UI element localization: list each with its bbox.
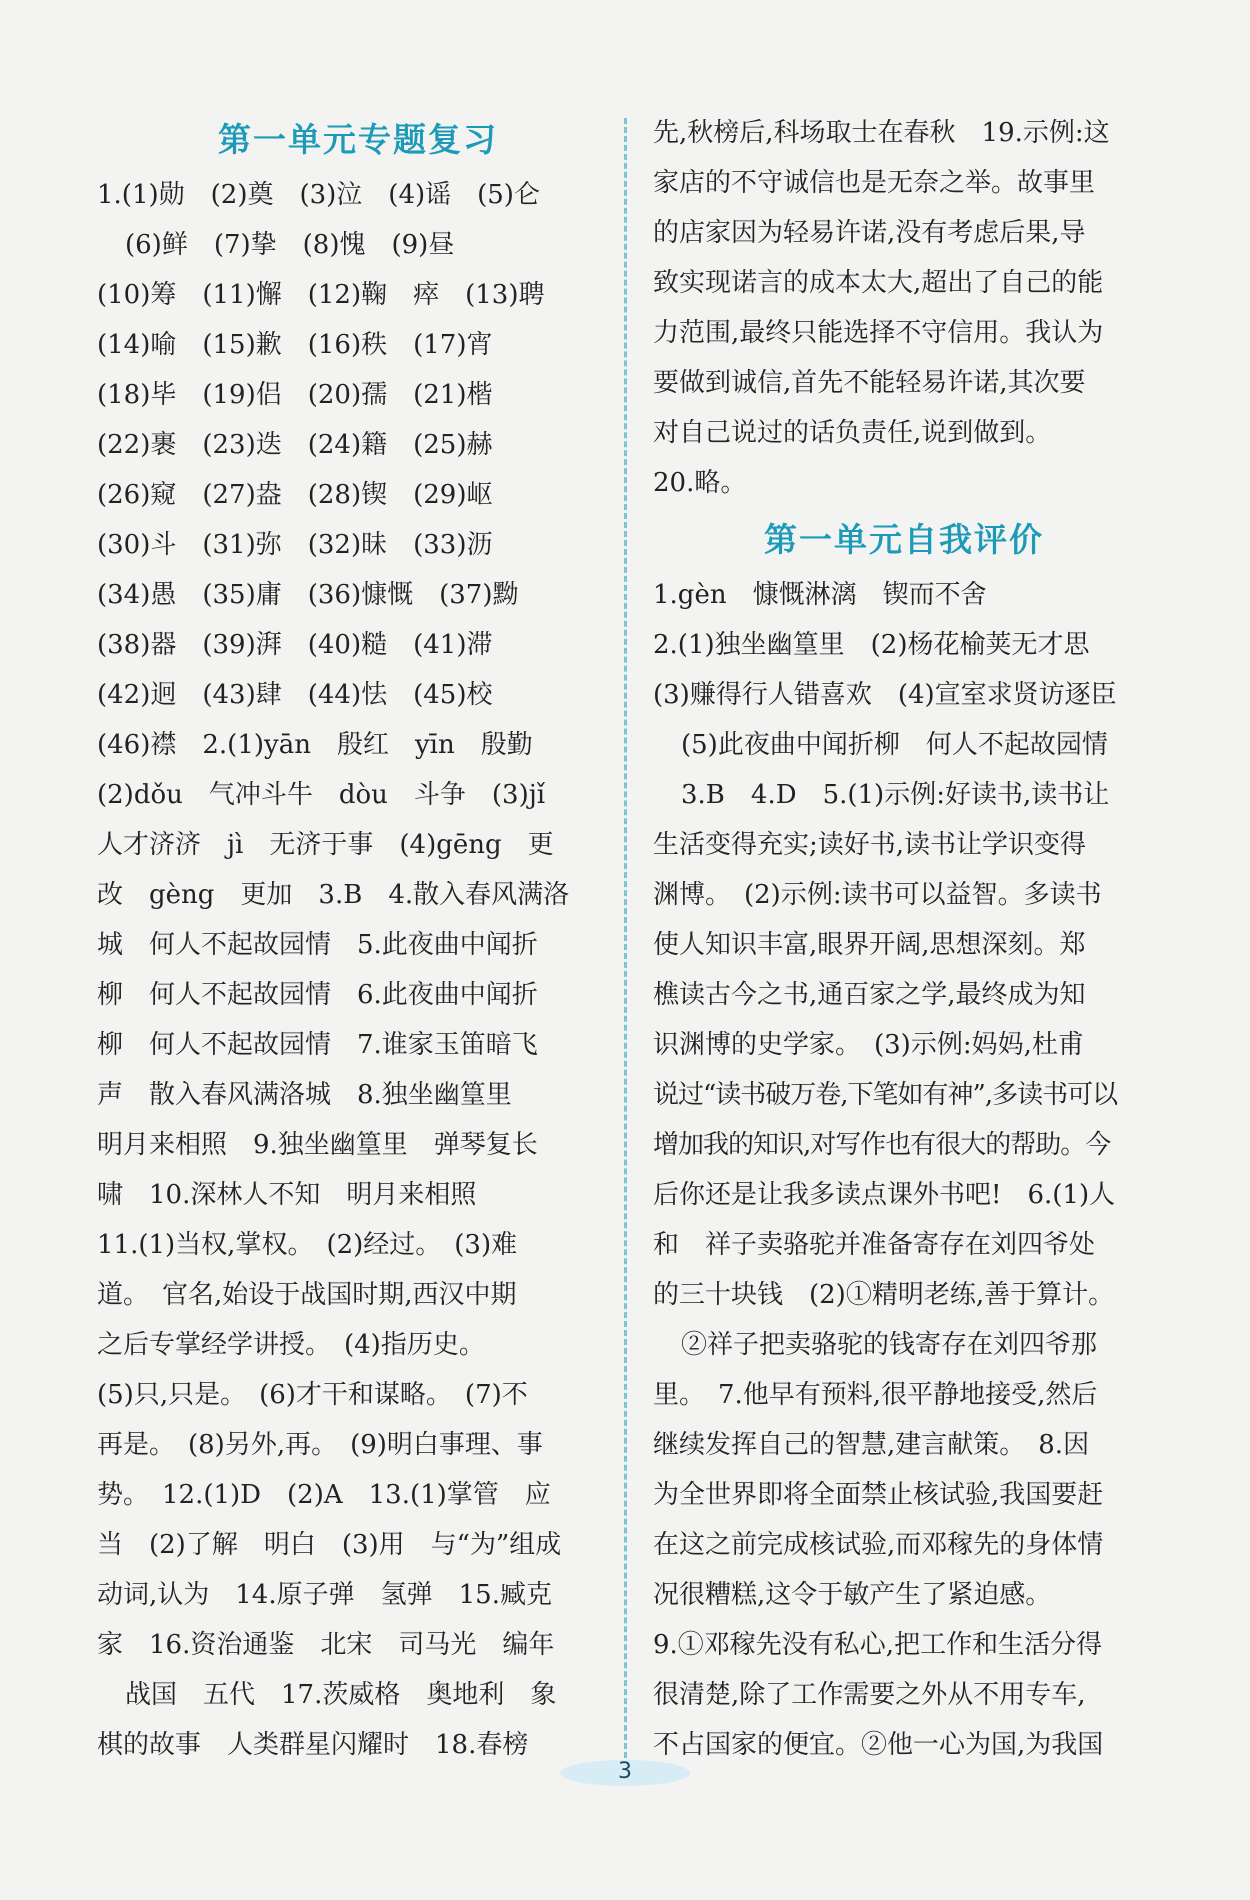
answer-line: 渊博。 (2)示例:读书可以益智。多读书	[653, 880, 1102, 910]
answer-line: 当 (2)了解 明白 (3)用 与“为”组成	[97, 1530, 562, 1560]
column-divider	[624, 118, 627, 1758]
answer-line: 不占国家的便宜。②他一心为国,为我国	[653, 1730, 1104, 1760]
answer-line: 柳 何人不起故园情 7.谁家玉笛暗飞	[97, 1030, 538, 1060]
right-bottom-answer-lines	[653, 570, 1155, 1770]
answer-line: 的店家因为轻易许诺,没有考虑后果,导	[653, 218, 1086, 248]
answer-line: 后你还是让我多读点课外书吧! 6.(1)人	[653, 1180, 1116, 1210]
answer-line: 棋的故事 人类群星闪耀时 18.春榜	[97, 1730, 529, 1760]
answer-line: 战国 五代 17.茨威格 奥地利 象	[125, 1680, 557, 1710]
answer-line: 对自己说过的话负责任,说到做到。	[653, 418, 1052, 448]
answer-line: (3)赚得行人错喜欢 (4)宣室求贤访逐臣	[653, 680, 1117, 710]
answer-line: 1.gèn 慷慨淋漓 锲而不舍	[653, 580, 987, 610]
section-heading-unit1-review: 第一单元专题复习	[218, 120, 498, 159]
answer-line: 啸 10.深林人不知 明月来相照	[97, 1180, 477, 1210]
answer-line: (18)毕 (19)侣 (20)孺 (21)楷	[97, 380, 493, 410]
answer-line: (26)窥 (27)盎 (28)锲 (29)岖	[97, 480, 493, 510]
page-number-badge	[560, 1752, 690, 1792]
answer-line: (34)愚 (35)庸 (36)慷慨 (37)黝	[97, 580, 519, 610]
answer-line: 之后专掌经学讲授。 (4)指历史。	[97, 1330, 485, 1360]
answer-line: (5)只,只是。 (6)才干和谋略。 (7)不	[97, 1380, 528, 1410]
answer-line: (38)器 (39)湃 (40)糙 (41)滞	[97, 630, 493, 660]
answer-line: 道。 官名,始设于战国时期,西汉中期	[97, 1280, 517, 1310]
answer-line: 里。 7.他早有预料,很平静地接受,然后	[653, 1380, 1098, 1410]
answer-line: 3.B 4.D 5.(1)示例:好读书,读书让	[681, 780, 1110, 810]
answer-line: 声 散入春风满洛城 8.独坐幽篁里	[97, 1080, 512, 1110]
answer-line: 9.①邓稼先没有私心,把工作和生活分得	[653, 1630, 1103, 1660]
section-heading-unit1-self-evaluation: 第一单元自我评价	[764, 520, 1044, 559]
left-column	[97, 108, 619, 1770]
answer-line: (5)此夜曲中闻折柳 何人不起故园情	[681, 730, 1108, 760]
answer-line: 势。 12.(1)D (2)A 13.(1)掌管 应	[97, 1480, 551, 1510]
answer-line: 改 gèng 更加 3.B 4.散入春风满洛	[97, 880, 570, 910]
answer-line: 人才济济 jì 无济于事 (4)gēng 更	[97, 830, 554, 860]
answer-line: 动词,认为 14.原子弹 氢弹 15.臧克	[97, 1580, 552, 1610]
answer-line: 识渊博的史学家。 (3)示例:妈妈,杜甫	[653, 1030, 1084, 1060]
page-number: 3	[618, 1759, 632, 1784]
answer-line: 说过“读书破万卷,下笔如有神”,多读书可以	[653, 1080, 1118, 1110]
answer-line: 柳 何人不起故园情 6.此夜曲中闻折	[97, 980, 538, 1010]
answer-line: 20.略。	[653, 468, 747, 498]
answer-line: (46)襟 2.(1)yān 殷红 yīn 殷勤	[97, 730, 533, 760]
answer-line: 明月来相照 9.独坐幽篁里 弹琴复长	[97, 1130, 538, 1160]
answer-line: 家店的不守诚信也是无奈之举。故事里	[653, 168, 1096, 198]
answer-line: 城 何人不起故园情 5.此夜曲中闻折	[97, 930, 538, 960]
answer-line: 要做到诚信,首先不能轻易许诺,其次要	[653, 368, 1086, 398]
answer-line: (22)裹 (23)迭 (24)籍 (25)赫	[97, 430, 493, 460]
answer-line: 2.(1)独坐幽篁里 (2)杨花榆荚无才思	[653, 630, 1090, 660]
answer-line: 使人知识丰富,眼界开阔,思想深刻。郑	[653, 930, 1086, 960]
left-answer-lines	[97, 170, 619, 1770]
answer-line: 继续发挥自己的智慧,建言献策。 8.因	[653, 1430, 1090, 1460]
answer-line: (30)斗 (31)弥 (32)昧 (33)沥	[97, 530, 493, 560]
answer-line: 为全世界即将全面禁止核试验,我国要赶	[653, 1480, 1104, 1510]
answer-line: (42)迥 (43)肆 (44)怯 (45)校	[97, 680, 493, 710]
answer-line: 再是。 (8)另外,再。 (9)明白事理、事	[97, 1430, 543, 1460]
answer-line: 11.(1)当权,掌权。 (2)经过。 (3)难	[97, 1230, 518, 1260]
answer-line: (10)筹 (11)懈 (12)鞠 瘁 (13)聘	[97, 280, 545, 310]
answer-line: (6)鲜 (7)挚 (8)愧 (9)昼	[125, 230, 455, 260]
right-column	[653, 108, 1155, 1770]
right-top-answer-lines	[653, 108, 1155, 508]
answer-line: ②祥子把卖骆驼的钱寄存在刘四爷那	[681, 1330, 1098, 1360]
answer-line: 先,秋榜后,科场取士在春秋 19.示例:这	[653, 118, 1110, 148]
answer-line: 况很糟糕,这令于敏产生了紧迫感。	[653, 1580, 1052, 1610]
answer-line: 1.(1)勋 (2)奠 (3)泣 (4)谣 (5)仑	[97, 180, 540, 210]
answer-line: (2)dǒu 气冲斗牛 dòu 斗争 (3)jǐ	[97, 780, 546, 810]
answer-line: 生活变得充实;读好书,读书让学识变得	[653, 830, 1087, 860]
answer-line: 樵读古今之书,通百家之学,最终成为知	[653, 980, 1086, 1010]
answer-line: 力范围,最终只能选择不守信用。我认为	[653, 318, 1104, 348]
answer-line: 致实现诺言的成本太大,超出了自己的能	[653, 268, 1104, 298]
answer-line: 和 祥子卖骆驼并准备寄存在刘四爷处	[653, 1230, 1096, 1260]
answer-line: 在这之前完成核试验,而邓稼先的身体情	[653, 1530, 1104, 1560]
answer-line: (14)喻 (15)歉 (16)秩 (17)宵	[97, 330, 493, 360]
answer-line: 的三十块钱 (2)①精明老练,善于算计。	[653, 1280, 1115, 1310]
answer-line: 家 16.资治通鉴 北宋 司马光 编年	[97, 1630, 555, 1660]
answer-line: 增加我的知识,对写作也有很大的帮助。今	[653, 1130, 1111, 1160]
answer-line: 很清楚,除了工作需要之外从不用专车,	[653, 1680, 1086, 1710]
